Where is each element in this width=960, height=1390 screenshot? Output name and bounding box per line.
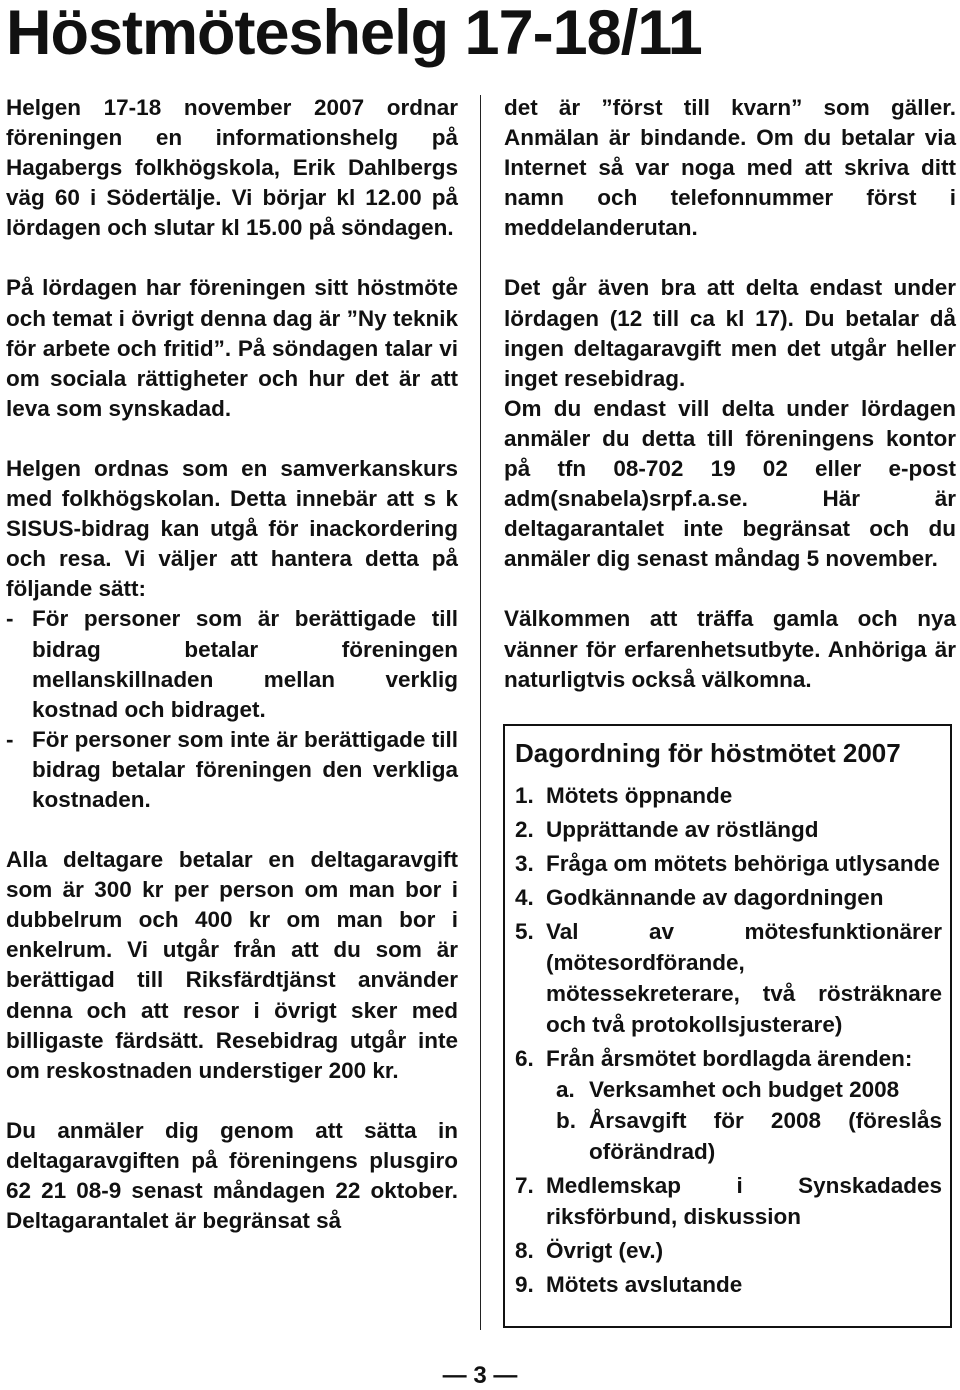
sisus-paragraph: Helgen ordnas som en samverkanskurs med folkhögskolan. Detta innebär att s k SISUS-bidrag kan utgå för inackordering och resa. Vi väljer att hantera detta på följande sätt: [6,455,458,602]
left-column [6,93,458,1236]
welcome-paragraph: Välkommen att träffa gamla och nya vänner för erfarenhetsutbyte. Anhöriga är naturligtvis också välkomna. [504,606,956,692]
cost-list [6,604,458,815]
page-number: — 3 — [442,1362,518,1389]
page-title: Höstmöteshelg 17-18/11 [6,0,702,68]
agenda-item: 3. Fråga om mötets behöriga utlysande [515,851,940,876]
saturday-only-paragraph: Det går även bra att delta endast under lördagen (12 till ca kl 17). Du betalar då ingen deltagaravgift men det utgår heller inget resebidrag. [504,275,956,391]
agenda-item: 1. Mötets öppnande [515,783,733,808]
agenda-item: 2. Upprättande av röstlängd [515,817,819,842]
intro-paragraph: Helgen 17-18 november 2007 ordnar föreningen en informationshelg på Hagabergs folkhögskola, Erik Dahlbergs väg 60 i Södertälje. Vi börjar kl 12.00 på lördagen och slutar kl 15.00 på söndagen. [6,95,458,241]
agenda-heading: Dagordning för höstmötet 2007 [515,738,901,768]
bullet-marker: - [6,606,14,632]
agenda-list [515,780,942,1300]
saturday-registration-paragraph: Om du endast vill delta under lördagen anmäler du detta till föreningens kontor på tfn 08-702 19 02 eller e-post adm(snabela)srpf.a.se. Här är deltagarantalet inte begränsat och du anmäler dig senast måndag 5 november. [504,395,956,572]
bullet-marker: - [6,726,14,752]
list-item: - För personer som inte är berättigade till bidrag betalar föreningen den verkliga kostnaden. [6,726,458,812]
agenda-sublist [546,1074,942,1167]
agenda-item: 7. Medlemskap i Synskadades riksförbund, diskussion [515,1173,942,1229]
agenda-subitem: a. Verksamhet och budget 2008 [556,1077,900,1102]
right-column [504,93,956,695]
agenda-item: 9. Mötets avslutande [515,1272,743,1297]
registration-paragraph: Du anmäler dig genom att sätta in deltagaravgiften på föreningens plusgiro 62 21 08-9 senast måndagen 22 oktober. Deltagarantalet är begränsat så [6,1117,458,1234]
agenda-item: 4. Godkännande av dagordningen [515,885,884,910]
program-paragraph: På lördagen har föreningen sitt höstmöte och temat i övrigt denna dag är ”Ny teknik för arbete och fritid”. På söndagen talar vi om sociala rättigheter och hur det är att leva som synskadad. [6,275,458,421]
column-divider [480,95,481,1330]
agenda-subitem: b. Årsavgift för 2008 (föreslås oförändrad) [556,1108,942,1164]
first-come-paragraph: det är ”först till kvarn” som gäller. Anmälan är bindande. Om du betalar via Internet så var noga med att skriva ditt namn och telefonnummer först i meddelanderutan. [504,95,956,241]
list-item: - För personer som är berättigade till bidrag betalar föreningen mellanskillnaden mellan verklig kostnad och bidraget. [6,606,458,722]
agenda-box [503,724,952,1328]
agenda-item: 8. Övrigt (ev.) [515,1238,664,1263]
fee-paragraph: Alla deltagare betalar en deltagaravgift som är 300 kr per person om man bor i dubbelrum och 400 kr om man bor i enkelrum. Vi utgår från att du som är berättigad till Riksfärdtjänst använder denna och att resor i övrigt sker med billigaste färdsätt. Resebidrag utgår inte om reskostnaden understiger 200 kr. [6,847,458,1083]
agenda-item: 5. Val av mötesfunktionärer (mötesordförande, mötessekreterare, två rösträknare och två protokollsjusterare) [515,919,942,1037]
agenda-item: 6. Från årsmötet bordlagda ärenden: a. Verksamhet och budget 2008 b. Årsavgift för 2008 (föreslås oförändrad) [515,1043,942,1167]
